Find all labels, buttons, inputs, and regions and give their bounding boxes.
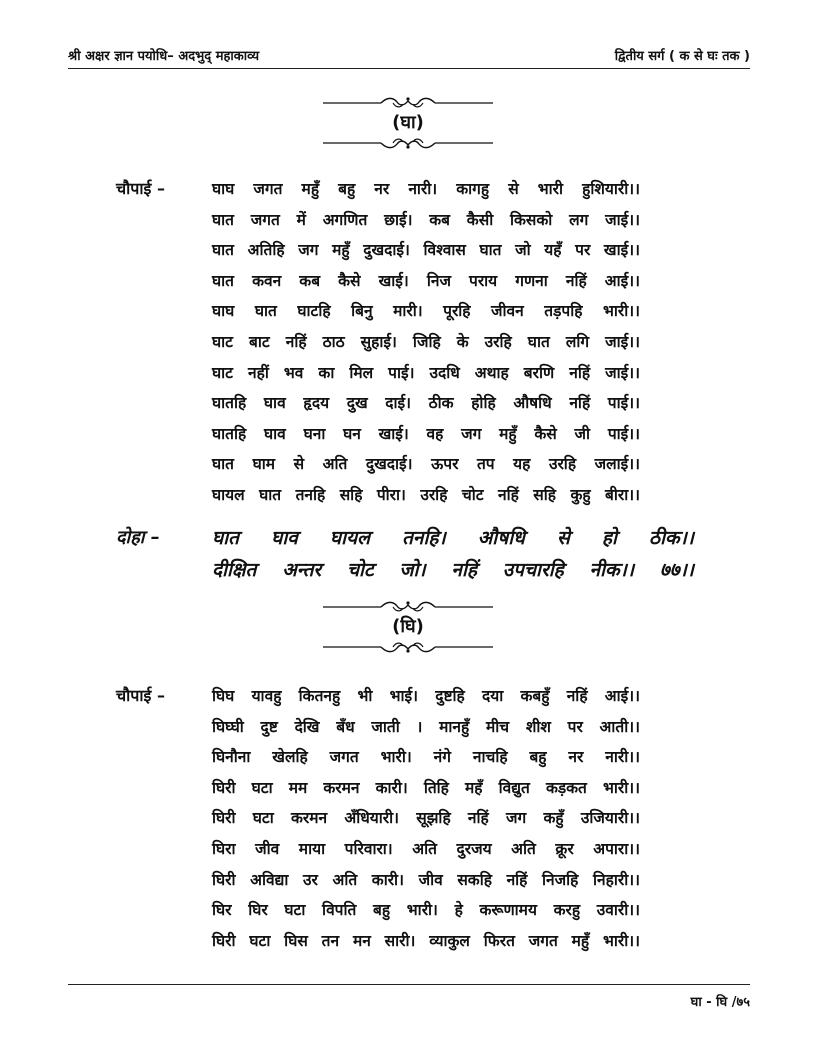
chaupai-label: चौपाई –	[116, 179, 165, 198]
chaupai-verses	[212, 681, 640, 956]
verse-line: घिघ यावहु कितनहु भी भाई। दुष्टहि दया कबहुँ नहिं आई।।	[212, 687, 640, 705]
verse-line: घाट नहीं भव का मिल पाई। उदधि अथाह बरणि नहिं जाई।।	[212, 363, 640, 382]
verse-line: घिरी घटा करमन अँधियारी। सूझहि नहिं जग कहुँ उजियारी।।	[212, 809, 640, 828]
doha-label: दोहा –	[116, 527, 160, 548]
ornament-top-divider	[0, 600, 816, 614]
ornament-bottom-divider	[0, 640, 816, 654]
doha-line: घात घाव घायल तनहि। औषधि से हो ठीक।।	[212, 527, 694, 549]
page-number: घा - घि /७५	[690, 995, 750, 1010]
footer-rule	[68, 984, 750, 985]
chaupai-label: चौपाई –	[116, 686, 165, 705]
section-title: (घा)	[392, 112, 424, 133]
verse-line: घात जगत में अगणित छाई। कब कैसी किसको लग जाई।।	[212, 210, 640, 229]
verse-line: घिघ्घी दुष्ट देखि बँध जाती । मानहुँ मीच शीश पर आती।।	[212, 717, 640, 736]
verse-line: घायल घात तनहि सहि पीरा। उरहि चोट नहिं सहि कुहु बीरा।।	[212, 485, 640, 504]
doha-verses	[212, 522, 694, 586]
header-rule	[68, 68, 750, 69]
verse-line: घिरा जीव माया परिवारा। अति दुरजय अति क्रूर अपारा।।	[212, 839, 640, 858]
verse-line: घाट बाट नहिं ठाठ सुहाई। जिहि के उरहि घात लगि जाई।।	[212, 332, 640, 351]
section-heading-gha	[0, 96, 816, 150]
verse-line: घात घाम से अति दुखदाई। ऊपर तप यह उरहि जलाई।।	[212, 455, 640, 474]
verse-line: घात अतिहि जग महुँ दुखदाई। विश्वास घात जो यहँ पर खाई।।	[212, 241, 640, 260]
ornament-top-divider	[0, 96, 816, 110]
verse-line: घिनौना खेलहि जगत भारी। नंगे नाचहि बहु नर नारी।।	[212, 748, 640, 767]
verse-line: घाघ जगत महुँ बहु नर नारी। कागहु से भारी हुशियारी।।	[212, 180, 640, 198]
book-title: श्री अक्षर ज्ञान पयोधि– अदभुद् महाकाव्य	[68, 49, 260, 64]
verse-line: घिरी घटा मम करमन कारी। तिहि महँ विद्युत कड़कत भारी।।	[212, 778, 640, 797]
verse-line: घातहि घाव घना घन खाई। वह जग महुँ कैसे जी पाई।।	[212, 424, 640, 443]
page-header	[68, 44, 750, 66]
section-title: (घि)	[392, 616, 424, 637]
verse-line: घाघ घात घाटहि बिनु मारी। पूरहि जीवन तड़पहि भारी।।	[212, 302, 640, 321]
verse-line: घातहि घाव हृदय दुख दाई। ठीक होहि औषधि नहिं पाई।।	[212, 394, 640, 413]
ornament-bottom-divider	[0, 136, 816, 150]
verse-line: घिरी घटा घिस तन मन सारी। व्याकुल फिरत जगत महुँ भारी।।	[212, 931, 640, 950]
doha-line: दीक्षित अन्तर चोट जो। नहिं उपचारहि नीक।। ७७।।	[212, 559, 694, 581]
chapter-title: द्वितीय सर्ग ( क से घः तक )	[614, 49, 750, 64]
section-heading-ghi	[0, 600, 816, 654]
verse-line: घिर घिर घटा विपति बहु भारी। हे करूणामय करहु उवारी।।	[212, 901, 640, 920]
verse-line: घिरी अविद्या उर अति कारी। जीव सकहि नहिं निजहि निहारी।।	[212, 870, 640, 889]
chaupai-verses	[212, 174, 640, 511]
verse-line: घात कवन कब कैसे खाई। निज पराय गणना नहिं आई।।	[212, 271, 640, 290]
